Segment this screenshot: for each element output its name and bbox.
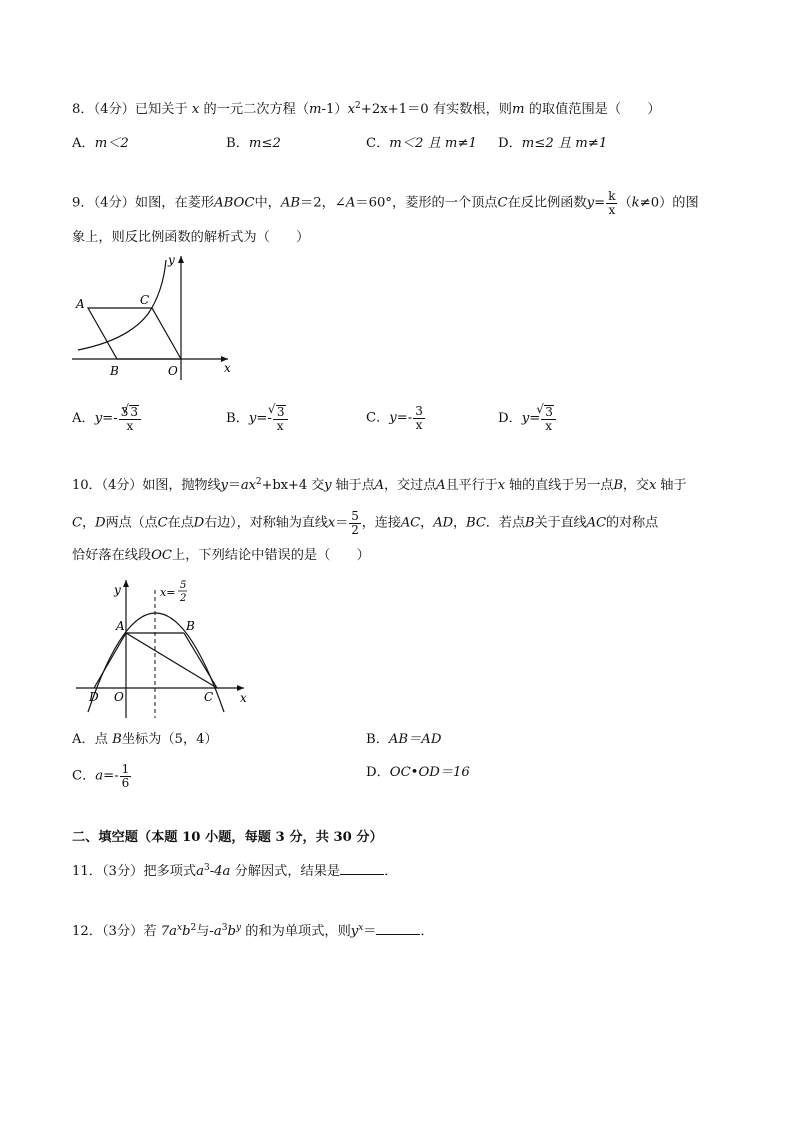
axis-label-num: 5	[180, 580, 187, 591]
label-B: B	[110, 364, 119, 378]
label-O: O	[114, 690, 124, 704]
q10-option-d[interactable]: D．OC•OD＝16	[366, 765, 470, 780]
label-D: D	[89, 690, 99, 704]
q9-option-a[interactable]: A．y=- $\frac{3√ 3}{x}$	[72, 405, 142, 432]
label-C: C	[140, 293, 150, 307]
q9-option-b[interactable]: B．y=- √ $\frac{3}{x}$	[226, 405, 289, 432]
y-axis-arrow	[178, 256, 184, 263]
question-11: 11．（3分）把多项式$a^3-4a$ 分解因式，结果是 ．	[72, 863, 398, 879]
q10-option-a[interactable]: A．点 B坐标为（5，4）	[72, 732, 218, 747]
question-9-stem-line1: 9．（4分）如图，在菱形ABOC中，AB＝2，∠A＝60°，菱形的一个顶点C在反比例函数y= $\frac{k}{x}$ （k≠0）的图	[72, 189, 699, 217]
question-10-stem-line3: 恰好落在线段OC上，下列结论中错误的是（ ）	[72, 548, 370, 563]
q9-option-c[interactable]: C．y=- $\frac{3}{x}$	[366, 404, 423, 432]
q8-option-c[interactable]: C．m＜2 且 m≠1	[366, 136, 477, 151]
label-y: y	[168, 253, 175, 267]
question-12: 12．（3分）若 $7a^xb^2$与$-a^3b^y$ 的和为单项式，则$y^x=$ ．	[72, 923, 434, 939]
question-8-stem: 8．（4分）已知关于 x 的一元二次方程$(m-1)x^2+2x+1=0$ 有实数根，则m 的取值范围是（ ）	[72, 101, 661, 117]
label-B: B	[186, 619, 195, 633]
label-A: A	[76, 297, 85, 311]
q8-option-a[interactable]: A．m＜2	[72, 136, 129, 151]
question-10-stem-line2: C，D两点（点C在点D右边），对称轴为直线x＝ $\frac{5}{2}$ ，连接AC，AD，BC．若点B关于直线AC的对称点	[72, 509, 659, 537]
answer-blank-11[interactable]	[340, 864, 384, 875]
label-y: y	[114, 583, 121, 597]
q10-option-c[interactable]: C．a=- $\frac{1}{6}$	[72, 762, 130, 790]
segment-AD	[94, 633, 126, 688]
q10-option-b[interactable]: B．AB＝AD	[366, 732, 442, 747]
axis-label-x-eq: x=	[160, 586, 176, 599]
section-2-heading: 二、填空题（本题 10 小题，每题 3 分，共 30 分）	[72, 830, 383, 845]
hyperbola-curve	[78, 260, 166, 350]
answer-blank-12[interactable]	[376, 924, 420, 935]
q9-option-d[interactable]: D．y= √ $\frac{3}{x}$	[498, 405, 557, 432]
axis-label-den: 2	[180, 593, 187, 604]
y-axis-arrow	[123, 580, 129, 587]
q9-rhombus-hyperbola-figure	[68, 252, 238, 382]
rhombus-ABOC	[88, 308, 181, 359]
label-O: O	[168, 364, 178, 378]
label-x: x	[224, 361, 231, 375]
question-9-stem-line2: 象上，则反比例函数的解析式为（ ）	[72, 230, 310, 245]
q10-parabola-figure	[72, 574, 252, 720]
question-10-stem-line1: 10．（4分）如图，抛物线$y=ax^2+bx+4$ 交y 轴于点A，交过点A且平行于x 轴的直线于另一点B，交x 轴于	[72, 477, 687, 493]
k-over-x-fraction: $\frac{k}{x}$	[608, 189, 616, 217]
segment-BC	[184, 633, 217, 688]
q8-option-b[interactable]: B．m≤2	[226, 136, 281, 151]
q8-option-d[interactable]: D．m≤2 且 m≠1	[498, 136, 608, 151]
label-C: C	[204, 690, 214, 704]
label-x: x	[240, 691, 247, 705]
label-A: A	[116, 619, 125, 633]
